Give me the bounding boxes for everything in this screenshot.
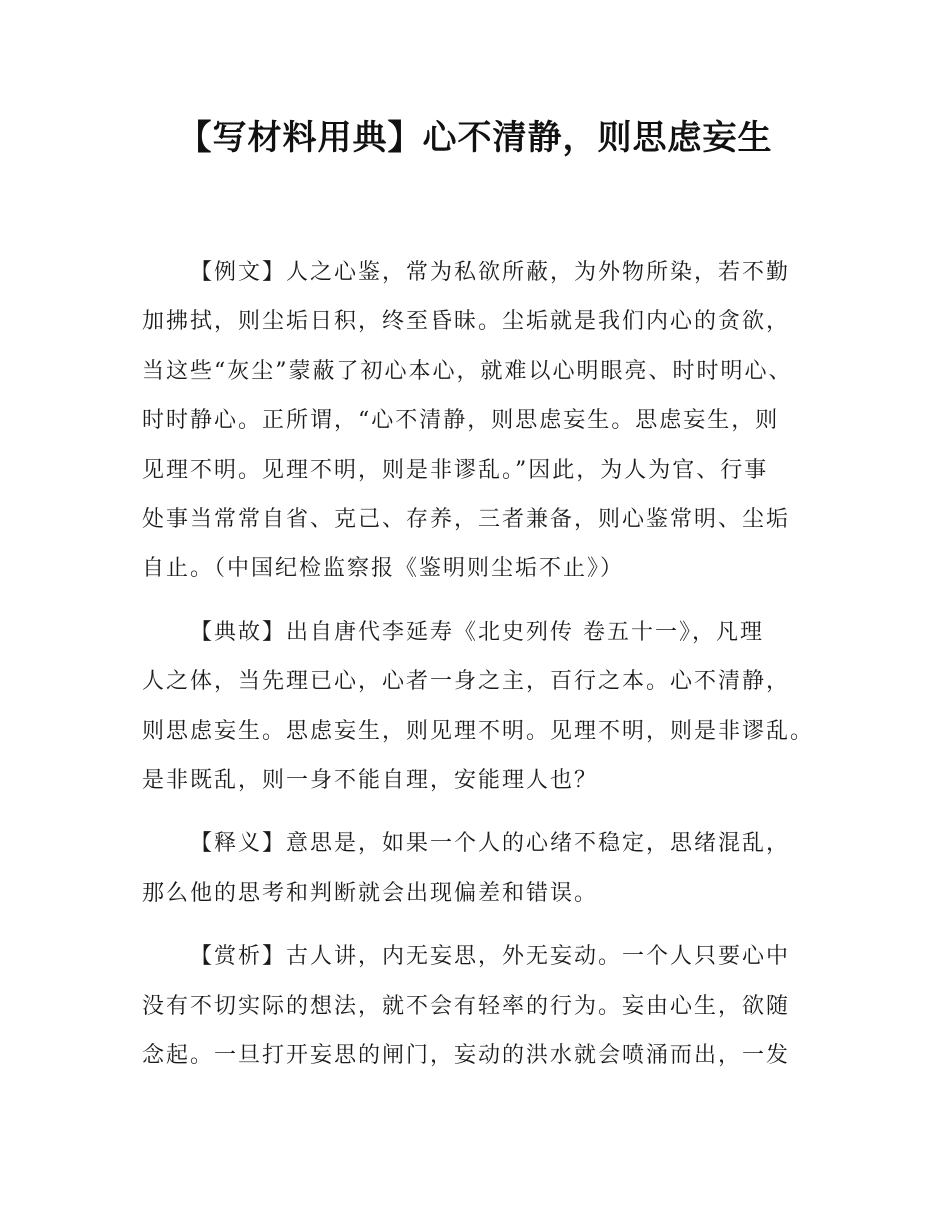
- paragraph-line: 加拂拭，则尘垢日积，终至昏昧。尘垢就是我们内心的贪欲，: [142, 309, 791, 335]
- paragraph-line: 念起。一旦打开妄思的闸门，妄动的洪水就会喷涌而出，一发: [142, 1043, 791, 1069]
- paragraph-line: 处事当常常自省、克己、存养，三者兼备，则心鉴常明、尘垢: [142, 507, 791, 533]
- paragraph-line: 【典故】出自唐代李延寿《北史列传 卷五十一》，凡理: [190, 619, 764, 645]
- paragraph-line: 则思虑妄生。思虑妄生，则见理不明。见理不明，则是非谬乱。: [142, 718, 815, 744]
- paragraph-meaning: [142, 819, 842, 918]
- document-body: [142, 248, 842, 1095]
- paragraph-example: [142, 248, 842, 594]
- document-title: 【写材料用典】心不清静，则思虑妄生: [177, 118, 773, 158]
- paragraph-line: 人之体，当先理已心，心者一身之主，百行之本。心不清静，: [142, 669, 791, 695]
- paragraph-line: 当这些“灰尘”蒙蔽了初心本心，就难以心明眼亮、时时明心、: [142, 358, 793, 384]
- paragraph-allusion: [142, 608, 842, 806]
- paragraph-line: 【释义】意思是，如果一个人的心绪不稳定，思绪混乱，: [190, 831, 791, 857]
- paragraph-line: 【例文】人之心鉴，常为私欲所蔽，为外物所染，若不勤: [190, 260, 791, 285]
- paragraph-line: 那么他的思考和判断就会出现偏差和错误。: [142, 880, 599, 906]
- paragraph-line: 自止。（中国纪检监察报《鉴明则尘垢不止》）: [142, 556, 625, 582]
- paragraph-line: 时时静心。正所谓，“心不清静，则思虑妄生。思虑妄生，则: [142, 408, 780, 434]
- paragraph-line: 是非既乱，则一身不能自理，安能理人也？: [142, 768, 599, 794]
- paragraph-line: 见理不明。见理不明，则是非谬乱。”因此，为人为官、行事: [142, 457, 769, 483]
- paragraph-line: 【赏析】古人讲，内无妄思，外无妄动。一个人只要心中: [190, 944, 791, 970]
- paragraph-appreciation: [142, 932, 842, 1080]
- paragraph-line: 没有不切实际的想法，就不会有轻率的行为。妄由心生，欲随: [142, 993, 791, 1019]
